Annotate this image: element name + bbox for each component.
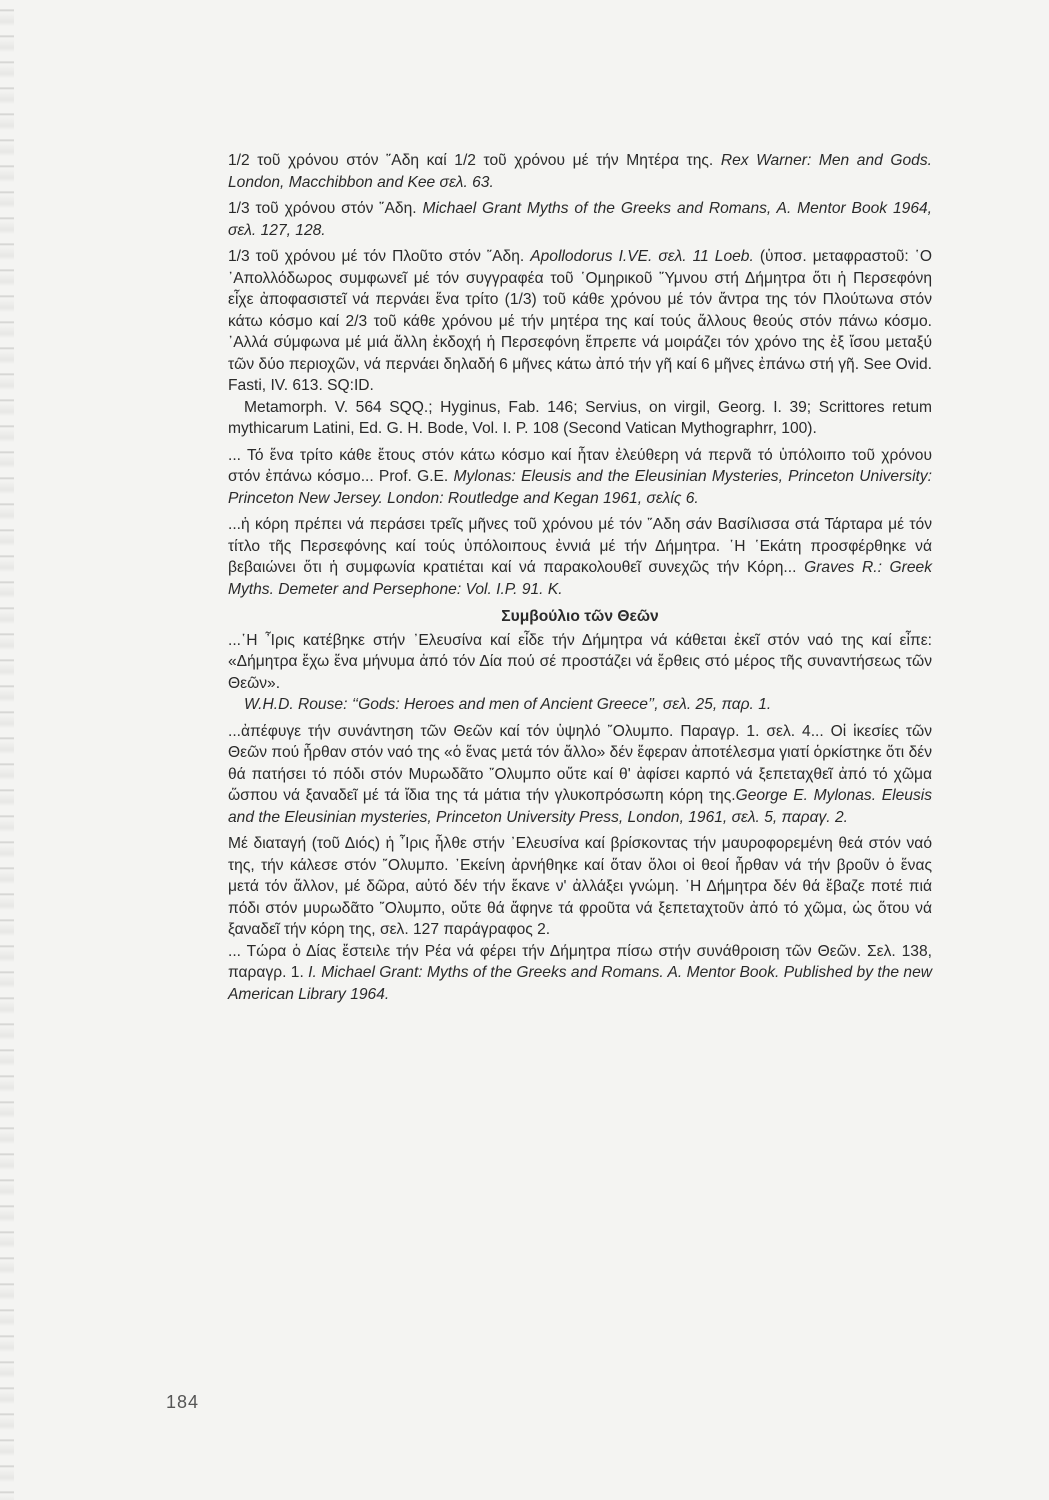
body-text: Μέ διαταγή (τοῦ Διός) ἡ ῏Ιρις ἦλθε στήν ᾿Ελευσίνα καί βρίσκοντας τήν μαυροφορεμένη θεά στόν ναό της, τήν κάλεσε στόν ῎Ολυμπο. ᾿Εκείνη ἀρνήθηκε καί ὅταν ὅλοι οἱ θεοί ἦρθαν νά τήν βροῦν ὁ ἕνας μετά τόν ἄλλον, μέ δῶρα, αὐτό δέν τήν ἔκανε ν' ἀλλάξει γνώμη. ῾Η Δήμητρα δέν θά ἔβαζε ποτέ πιά πόδι στόν μυρωδᾶτο ῎Ολυμπο, οὔτε θά ἄφηνε τά φροῦτα νά ξεπεταχτοῦν ἀπό τό χῶμα, ὡς ὅτου νά ξαναδεῖ τήν κόρη της, σελ. 127 παράγραφος 2. — [228, 835, 932, 938]
scanned-binding-edge — [0, 0, 14, 1500]
citation-text: Apollodorus I.VE. σελ. 11 Loeb. — [530, 248, 754, 265]
citation-text: Rex Warner: Men and Gods. London, Macchibbon and Kee σελ. 63. — [228, 152, 932, 191]
citation-text: Mylonas: Eleusis and the Eleusinian Mysteries, Princeton University: Princeton New Jersey. London: Routledge and Kegan 1961, σελίς 6. — [228, 468, 932, 507]
paragraph-p9 — [228, 721, 932, 829]
body-text: (ὑποσ. μεταφραστοῦ: ῾Ο ᾿Απολλόδωρος συμφωνεῖ μέ τόν συγγραφέα τοῦ ῾Ομηρικοῦ ῞Υμνου στή Δήμητρα ὅτι ἡ Περσεφόνη εἶχε ἀποφασιστεῖ νά περνάει ἕνα τρίτο (1/3) τοῦ κάθε χρόνου μέ τόν ἄντρα της τόν Πλούτωνα στόν κάτω κόσμο καί 2/3 τοῦ κάθε χρόνου μέ τήν μητέρα της καί τούς ἄλλους θεούς στόν πάνω κόσμο. ᾿Αλλά σύμφωνα μέ μιά ἄλλη ἐκδοχή ἡ Περσεφόνη ἔπρεπε νά μοιράζει τόν χρόνο της ἐξ ἴσου μεταξύ τῶν δύο περιοχῶν, νά περνάει δηλαδή 6 μῆνες κάτω ἀπό τήν γῆ καί 6 μῆνες ἐπάνω στή γῆ. See Ovid. Fasti, IV. 613. SQ:ID. — [228, 248, 932, 394]
paragraph-p6 — [228, 514, 932, 600]
citation-text: W.H.D. Rouse: ‘‘Gods: Heroes and men of Ancient Greece’’, σελ. 25, παρ. 1. — [244, 696, 772, 713]
body-text: ...ἡ κόρη πρέπει νά περάσει τρεῖς μῆνες τοῦ χρόνου μέ τόν ῞Αδη σάν Βασίλισσα στά Τάρταρα μέ τόν τίτλο τῆς Περσεφόνης καί τούς ὑπόλοιπους ἐννιά μέ τήν Δήμητρα. ῾Η ῾Εκάτη προσφέρθηκε νά βεβαιώνει ὅτι ἡ συμφωνία κρατιέται καί νά παρακολουθεῖ συνεχῶς τήν Κόρη... — [228, 516, 932, 576]
body-text: ... Τό ἕνα τρίτο κάθε ἔτους στόν κάτω κόσμο καί ἦταν ἐλεύθερη νά περνᾶ τό ὑπόλοιπο τοῦ χρόνου στόν ἐπάνω κόσμο... Prof. G.E. — [228, 446, 932, 485]
citation-text: I. Michael Grant: Myths of the Greeks and Romans. A. Mentor Book. Published by the new American Library 1964. — [228, 964, 933, 1003]
body-text: 1/2 τοῦ χρόνου στόν ῞Αδη καί 1/2 τοῦ χρόνου μέ τήν Μητέρα της. — [228, 152, 721, 169]
paragraph-p1 — [228, 150, 932, 193]
body-text: ... Τώρα ὁ Δίας ἔστειλε τήν Ρέα νά φέρει τήν Δήμητρα πίσω στήν συνάθροιση τῶν Θεῶν. Σελ. 138, παραγρ. 1. — [228, 942, 932, 981]
paragraph-p4 — [228, 397, 932, 440]
paragraph-p2 — [228, 198, 932, 241]
references-section — [228, 150, 932, 600]
body-text: ...ἀπέφυγε τήν συνάντηση τῶν Θεῶν καί τόν ὑψηλό ῎Ολυμπο. Παραγρ. 1. σελ. 4... Οἱ ἱκεσίες τῶν Θεῶν πού ἦρθαν στόν ναό της «ὁ ἕνας μετά τόν ἄλλο» δέν ἔφεραν ἀποτέλεσμα γιατί ὁρκίστηκε ὅτι δέν θά πατήσει τό πόδι στόν Μυρωδᾶτο ῎Ολυμπο οὔτε καί θ' ἀφίσει καρπό νά ξεπεταχθεῖ ἀπό τό χῶμα ὥσπου νά ξαναδεῖ μέ τά ἴδια της τά μάτια τήν γλυκοπρόσωπη κόρη της. — [228, 722, 932, 804]
paragraph-p5 — [228, 445, 932, 510]
paragraph-p7 — [228, 630, 932, 695]
section-heading: Συμβούλιο τῶν Θεῶν — [501, 608, 659, 625]
body-text: Metamorph. V. 564 SQQ.; Hyginus, Fab. 146; Servius, on virgil, Georg. I. 39; Scrittores retum mythicarum Latini, Ed. G. H. Bode, Vol. I. P. 108 (Second Vatican Mythographrr, 100). — [228, 398, 932, 437]
paragraph-p8 — [228, 694, 932, 716]
paragraph-p11 — [228, 941, 932, 1006]
council-section — [228, 630, 932, 1006]
body-text: 1/3 τοῦ χρόνου μέ τόν Πλοῦτο στόν ῞Αδη. — [228, 248, 531, 265]
citation-text: Michael Grant Myths of the Greeks and Romans, A. Mentor Book 1964, σελ. 127, 128. — [228, 200, 932, 239]
paragraph-p3 — [228, 246, 932, 397]
body-text: ...῾Η ῏Ιρις κατέβηκε στήν ᾿Ελευσίνα καί εἶδε τήν Δήμητρα νά κάθεται ἐκεῖ στόν ναό της καί εἶπε: «Δήμητρα ἔχω ἕνα μήνυμα ἀπό τόν Δία πού σέ προστάζει νά ἔρθεις στό μέρος τῆς συναντήσεως τῶν Θεῶν». — [228, 631, 932, 692]
citation-text: George E. Mylonas. Eleusis and the Eleusinian mysteries, Princeton University Press, London, 1961, σελ. 5, παραγ. 2. — [228, 787, 932, 826]
page-body — [228, 150, 932, 1010]
body-text: 1/3 τοῦ χρόνου στόν ῞Αδη. — [228, 200, 423, 217]
page-number: 184 — [166, 1392, 200, 1412]
paragraph-p10 — [228, 833, 932, 941]
citation-text: Graves R.: Greek Myths. Demeter and Persephone: Vol. I.P. 91. K. — [228, 559, 932, 598]
